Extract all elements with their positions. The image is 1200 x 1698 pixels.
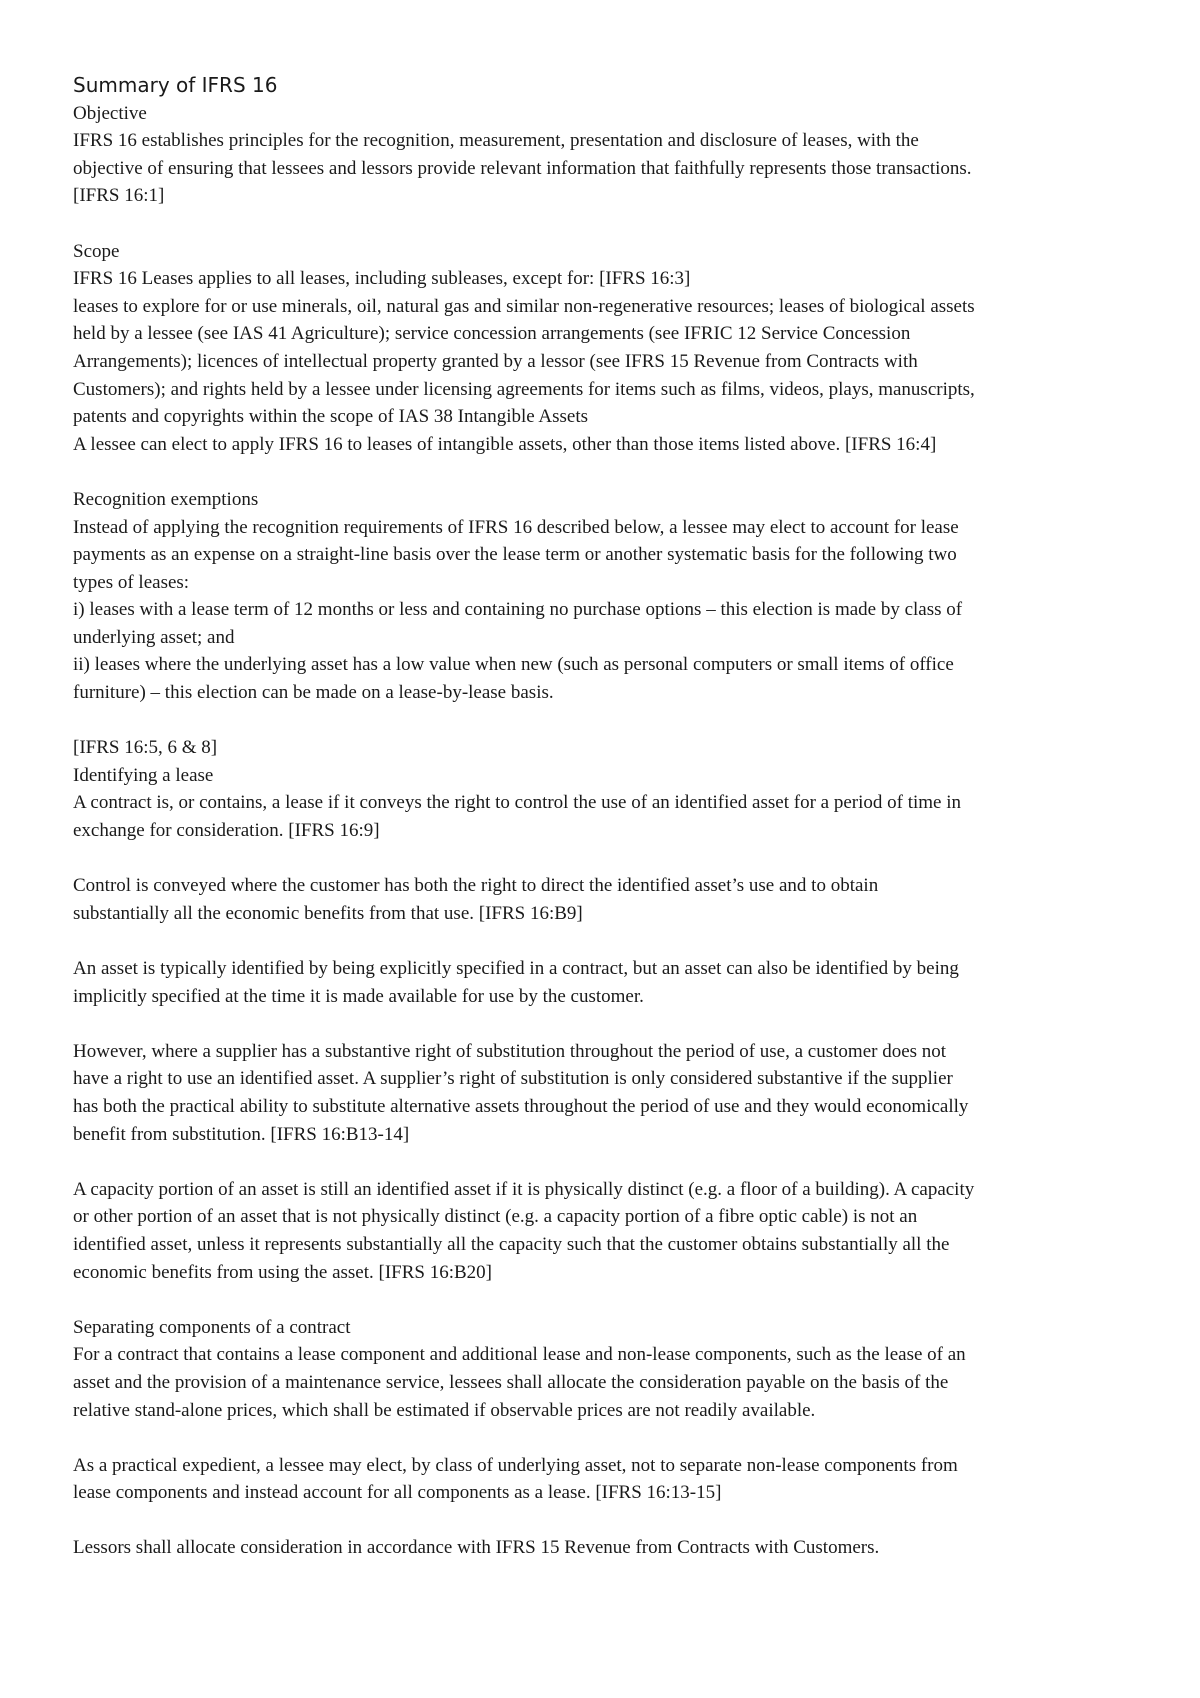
blank-line bbox=[73, 458, 1143, 486]
text-line: held by a lessee (see IAS 41 Agriculture); service concession arrangements (see IFRIC 12 Service Concession bbox=[73, 323, 911, 345]
text-line: underlying asset; and bbox=[73, 626, 235, 648]
blank-line bbox=[73, 707, 1143, 735]
text-line: ii) leases where the underlying asset has a low value when new (such as personal computers or small items of office bbox=[73, 654, 954, 676]
text-line: Objective bbox=[73, 102, 147, 124]
text-line: A lessee can elect to apply IFRS 16 to leases of intangible assets, other than those items listed above. [IFRS 16:4] bbox=[73, 433, 937, 455]
text-line: i) leases with a lease term of 12 months or less and containing no purchase options – this election is made by class of bbox=[73, 599, 963, 621]
text-line: Scope bbox=[73, 240, 120, 262]
text-line: leases to explore for or use minerals, oil, natural gas and similar non-regenerative resources; leases of biological assets bbox=[73, 295, 975, 317]
text-line: patents and copyrights within the scope of IAS 38 Intangible Assets bbox=[73, 406, 589, 428]
text-line: economic benefits from using the asset. [IFRS 16:B20] bbox=[73, 1261, 492, 1283]
text-line: exchange for consideration. [IFRS 16:9] bbox=[73, 820, 380, 842]
blank-line bbox=[73, 1148, 1143, 1176]
text-line: Recognition exemptions bbox=[73, 488, 259, 510]
blank-line bbox=[73, 1010, 1143, 1038]
text-line: furniture) – this election can be made on a lease-by-lease basis. bbox=[73, 682, 554, 704]
text-line: asset and the provision of a maintenance service, lessees shall allocate the consideration payable on the basis of the bbox=[73, 1371, 949, 1393]
text-line: IFRS 16 establishes principles for the recognition, measurement, presentation and disclosure of leases, with the bbox=[73, 130, 919, 152]
text-line: [IFRS 16:1] bbox=[73, 185, 165, 207]
text-line: objective of ensuring that lessees and lessors provide relevant information that faithfully represents those transactions. bbox=[73, 157, 972, 179]
text-line: For a contract that contains a lease component and additional lease and non-lease components, such as the lease of an bbox=[73, 1344, 966, 1366]
text-line: An asset is typically identified by being explicitly specified in a contract, but an asset can also be identified by being bbox=[73, 958, 959, 979]
blank-line bbox=[73, 1424, 1143, 1452]
text-line: Control is conveyed where the customer has both the right to direct the identified asset’s use and to obtain bbox=[73, 875, 879, 897]
text-line: implicitly specified at the time it is made available for use by the customer. bbox=[73, 985, 644, 1007]
blank-line bbox=[73, 927, 1143, 955]
text-line: payments as an expense on a straight-line basis over the lease term or another systematic basis for the following two bbox=[73, 544, 957, 566]
blank-line bbox=[73, 210, 1143, 238]
text-line: Arrangements); licences of intellectual property granted by a lessor (see IFRS 15 Revenue from Contracts with bbox=[73, 350, 918, 372]
text-line: A capacity portion of an asset is still an identified asset if it is physically distinct (e.g. a floor of a building). A capacity bbox=[73, 1178, 975, 1200]
text-line: have a right to use an identified asset. A supplier’s right of substitution is only considered substantive if the supplier bbox=[73, 1068, 953, 1090]
text-line: lease components and instead account for all components as a lease. [IFRS 16:13-15] bbox=[73, 1482, 722, 1504]
text-line: has both the practical ability to substitute alternative assets throughout the period of use and they would economically bbox=[73, 1095, 969, 1117]
document-title: Summary of IFRS 16 bbox=[73, 73, 278, 97]
document-body bbox=[73, 100, 1143, 1562]
text-line: Separating components of a contract bbox=[73, 1316, 351, 1338]
text-line: relative stand-alone prices, which shall be estimated if observable prices are not readily available. bbox=[73, 1399, 816, 1421]
document-page bbox=[73, 72, 1143, 1562]
blank-line bbox=[73, 1286, 1143, 1314]
text-line: Lessors shall allocate consideration in accordance with IFRS 15 Revenue from Contracts with Customers. bbox=[73, 1537, 880, 1559]
text-line: or other portion of an asset that is not physically distinct (e.g. a capacity portion of a fibre optic cable) is not an bbox=[73, 1206, 918, 1228]
text-line: As a practical expedient, a lessee may elect, by class of underlying asset, not to separate non-lease components from bbox=[73, 1454, 958, 1476]
text-line: benefit from substitution. [IFRS 16:B13-14] bbox=[73, 1123, 410, 1145]
text-line: identified asset, unless it represents substantially all the capacity such that the customer obtains substantially all the bbox=[73, 1233, 950, 1255]
text-line: IFRS 16 Leases applies to all leases, including subleases, except for: [IFRS 16:3] bbox=[73, 268, 691, 290]
text-line: Instead of applying the recognition requirements of IFRS 16 described below, a lessee may elect to account for lease bbox=[73, 516, 959, 538]
text-line: Customers); and rights held by a lessee under licensing agreements for items such as films, videos, plays, manuscripts, bbox=[73, 378, 975, 400]
text-line: substantially all the economic benefits from that use. [IFRS 16:B9] bbox=[73, 902, 583, 924]
blank-line bbox=[73, 845, 1143, 873]
text-line: [IFRS 16:5, 6 & 8] bbox=[73, 737, 218, 759]
text-line: However, where a supplier has a substantive right of substitution throughout the period of use, a customer does not bbox=[73, 1040, 947, 1062]
blank-line bbox=[73, 1507, 1143, 1535]
text-line: A contract is, or contains, a lease if it conveys the right to control the use of an identified asset for a period of time in bbox=[73, 792, 961, 814]
text-line: types of leases: bbox=[73, 571, 190, 593]
text-line: Identifying a lease bbox=[73, 764, 214, 786]
